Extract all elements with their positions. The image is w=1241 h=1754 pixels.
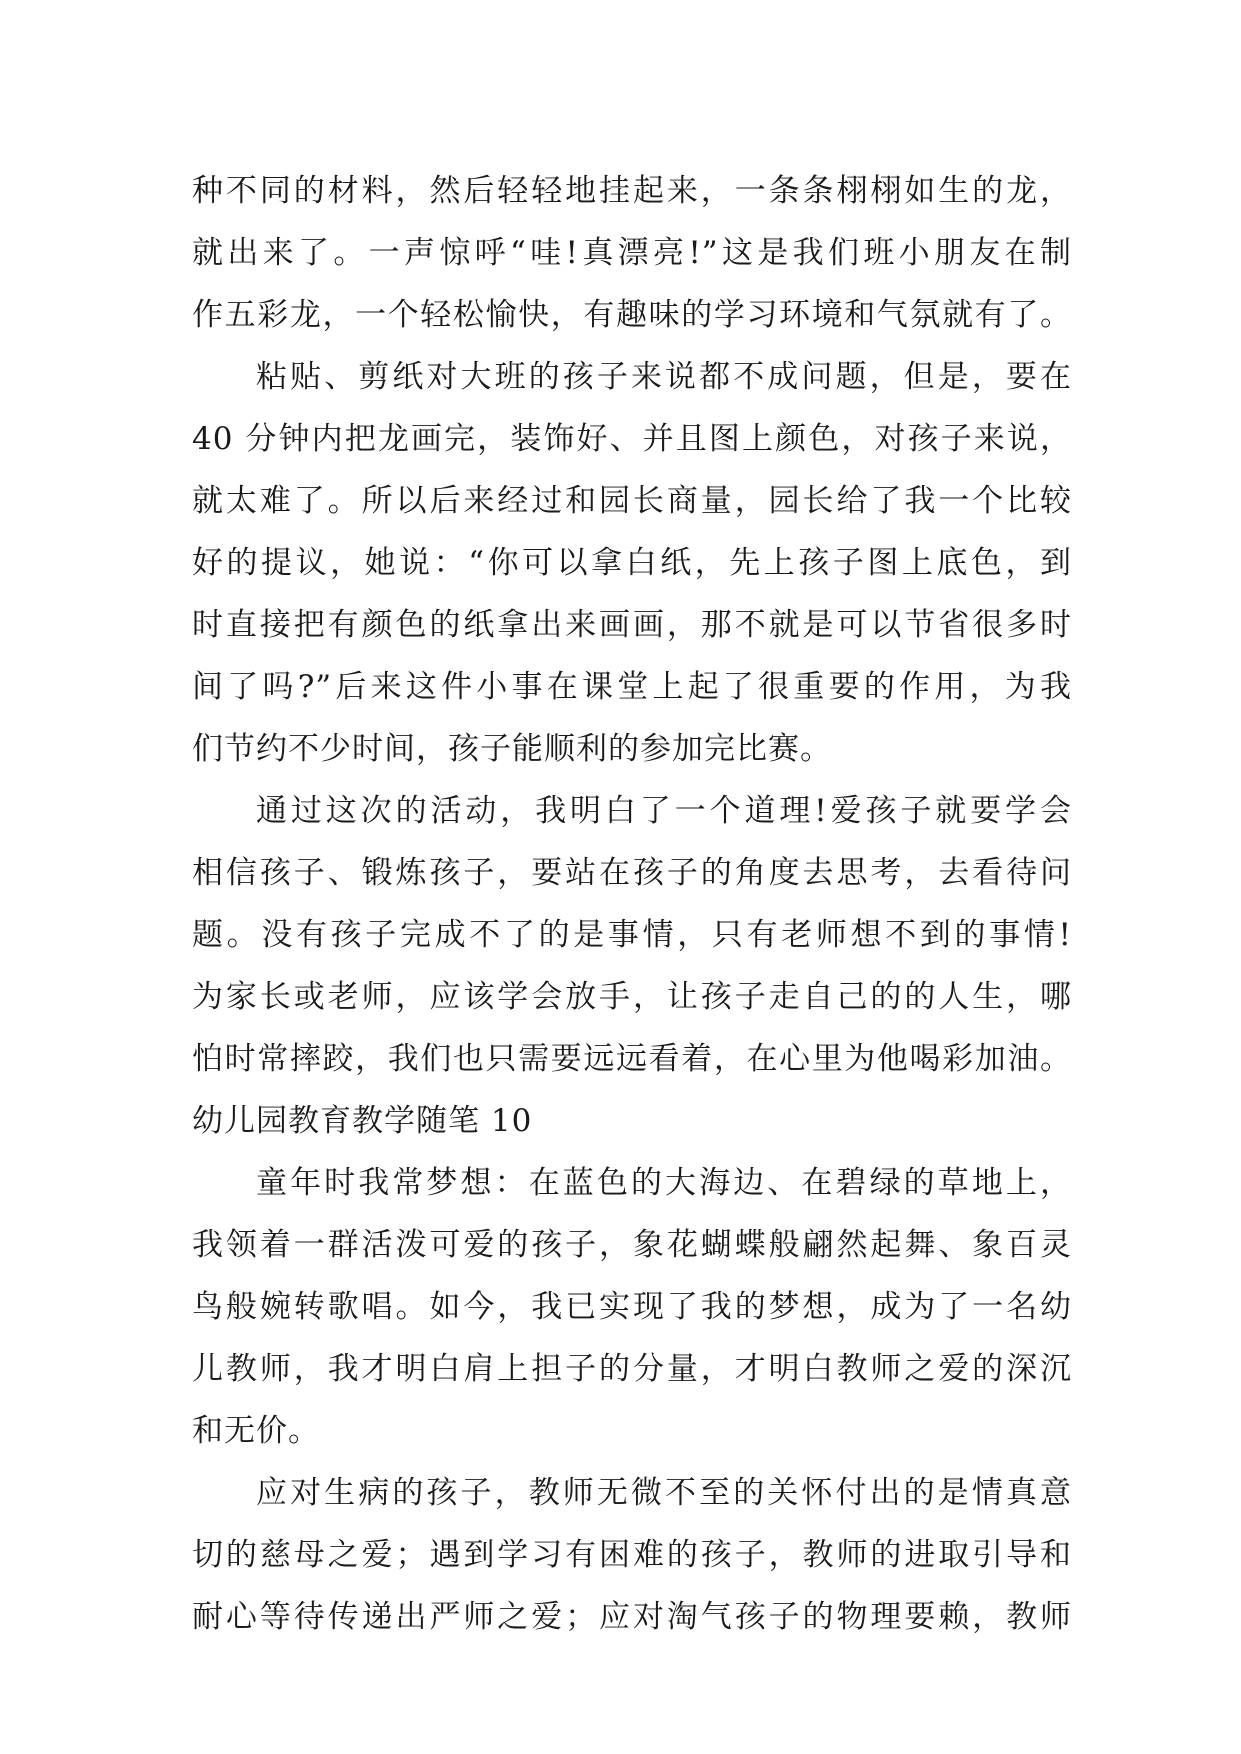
text-line: 就太难了。所以后来经过和园长商量，园长给了我一个比较 bbox=[192, 483, 1072, 519]
text-line: 好的提议，她说：“你可以拿白纸，先上孩子图上底色，到 bbox=[192, 545, 1072, 581]
text-line: 种不同的材料，然后轻轻地挂起来，一条条栩栩如生的龙， bbox=[192, 173, 1072, 209]
text-line: 题。没有孩子完成不了的是事情，只有老师想不到的事情! bbox=[192, 917, 1072, 953]
text-line: 应对生病的孩子，教师无微不至的关怀付出的是情真意 bbox=[256, 1475, 1072, 1511]
text-line: 通过这次的活动，我明白了一个道理!爱孩子就要学会 bbox=[256, 793, 1072, 829]
text-line: 怕时常摔跤，我们也只需要远远看着，在心里为他喝彩加油。 bbox=[192, 1041, 1072, 1077]
text-line: 就出来了。一声惊呼“哇!真漂亮!”这是我们班小朋友在制 bbox=[192, 235, 1072, 271]
text-line: 耐心等待传递出严师之爱；应对淘气孩子的物理要赖，教师 bbox=[192, 1599, 1072, 1635]
text-line: 时直接把有颜色的纸拿出来画画，那不就是可以节省很多时 bbox=[192, 607, 1072, 643]
text-line: 相信孩子、锻炼孩子，要站在孩子的角度去思考，去看待问 bbox=[192, 855, 1072, 891]
text-line: 们节约不少时间，孩子能顺利的参加完比赛。 bbox=[192, 731, 832, 767]
text-line: 切的慈母之爱；遇到学习有困难的孩子，教师的进取引导和 bbox=[192, 1537, 1072, 1573]
text-line: 鸟般婉转歌唱。如今，我已实现了我的梦想，成为了一名幼 bbox=[192, 1289, 1072, 1325]
text-line: 作五彩龙，一个轻松愉快，有趣味的学习环境和气氛就有了。 bbox=[192, 297, 1072, 333]
text-line: 粘贴、剪纸对大班的孩子来说都不成问题，但是，要在 bbox=[256, 359, 1072, 395]
text-line: 和无价。 bbox=[192, 1413, 320, 1449]
text-line: 我领着一群活泼可爱的孩子，象花蝴蝶般翩然起舞、象百灵 bbox=[192, 1227, 1072, 1263]
text-line: 间了吗?”后来这件小事在课堂上起了很重要的作用，为我 bbox=[192, 669, 1072, 705]
text-line: 为家长或老师，应该学会放手，让孩子走自己的的人生，哪 bbox=[192, 979, 1072, 1015]
text-line: 40 分钟内把龙画完，装饰好、并且图上颜色，对孩子来说， bbox=[192, 421, 1072, 457]
body-text bbox=[192, 160, 1072, 1648]
section-heading: 幼儿园教育教学随笔 10 bbox=[192, 1103, 533, 1139]
text-line: 儿教师，我才明白肩上担子的分量，才明白教师之爱的深沉 bbox=[192, 1351, 1072, 1387]
text-line: 童年时我常梦想：在蓝色的大海边、在碧绿的草地上， bbox=[256, 1165, 1072, 1201]
